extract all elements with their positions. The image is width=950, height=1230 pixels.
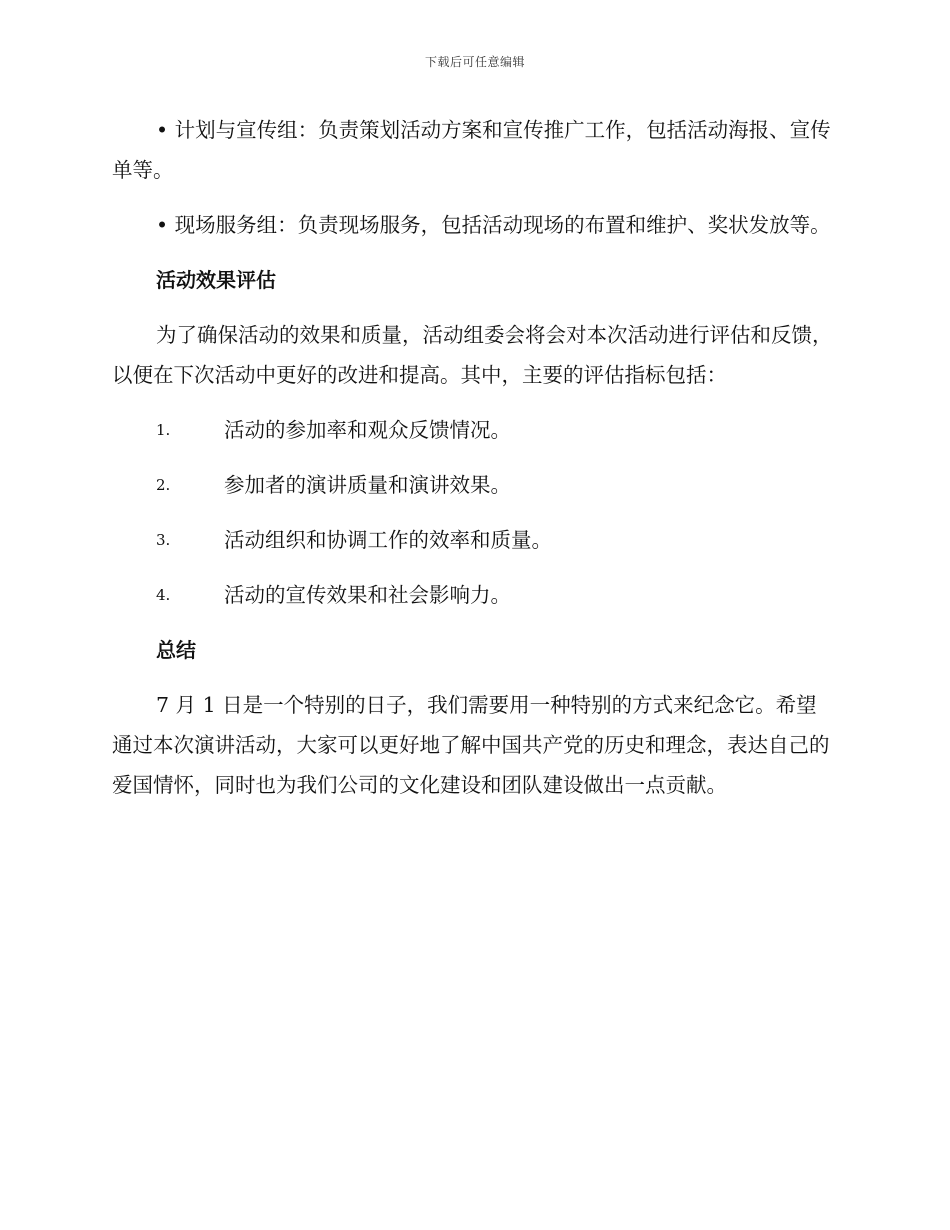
bullet-onsite-service: • 现场服务组：负责现场服务，包括活动现场的布置和维护、奖状发放等。 bbox=[156, 213, 831, 237]
list-item bbox=[112, 465, 834, 505]
section-heading-evaluation: 活动效果评估 bbox=[156, 268, 276, 292]
list-text: 参加者的演讲质量和演讲效果。 bbox=[224, 473, 511, 497]
list-item bbox=[112, 575, 834, 615]
list-item bbox=[112, 410, 834, 450]
summary-body: 7 月 1 日是一个特别的日子，我们需要用一种特别的方式来纪念它。希望通过本次演讲活动，大家可以更好地了解中国共产党的历史和理念，表达自己的爱国情怀，同时也为我们公司的文化建设和团队建设做出一点贡献。 bbox=[112, 693, 830, 797]
bullet-planning-publicity: • 计划与宣传组：负责策划活动方案和宣传推广工作，包括活动海报、宣传单等。 bbox=[112, 118, 831, 182]
list-text: 活动的参加率和观众反馈情况。 bbox=[224, 418, 511, 442]
list-number: 4. bbox=[156, 586, 171, 604]
list-number: 1. bbox=[156, 421, 171, 439]
list-text: 活动组织和协调工作的效率和质量。 bbox=[224, 528, 552, 552]
list-number: 3. bbox=[156, 531, 171, 549]
list-item bbox=[112, 520, 834, 560]
evaluation-intro: 为了确保活动的效果和质量，活动组委会将会对本次活动进行评估和反馈，以便在下次活动中更好的改进和提高。其中，主要的评估指标包括： bbox=[112, 323, 833, 387]
list-number: 2. bbox=[156, 476, 171, 494]
list-text: 活动的宣传效果和社会影响力。 bbox=[224, 583, 511, 607]
document-body bbox=[112, 110, 834, 820]
section-heading-summary: 总结 bbox=[156, 638, 196, 662]
evaluation-list bbox=[112, 410, 834, 615]
page-header: 下载后可任意编辑 bbox=[424, 55, 525, 69]
